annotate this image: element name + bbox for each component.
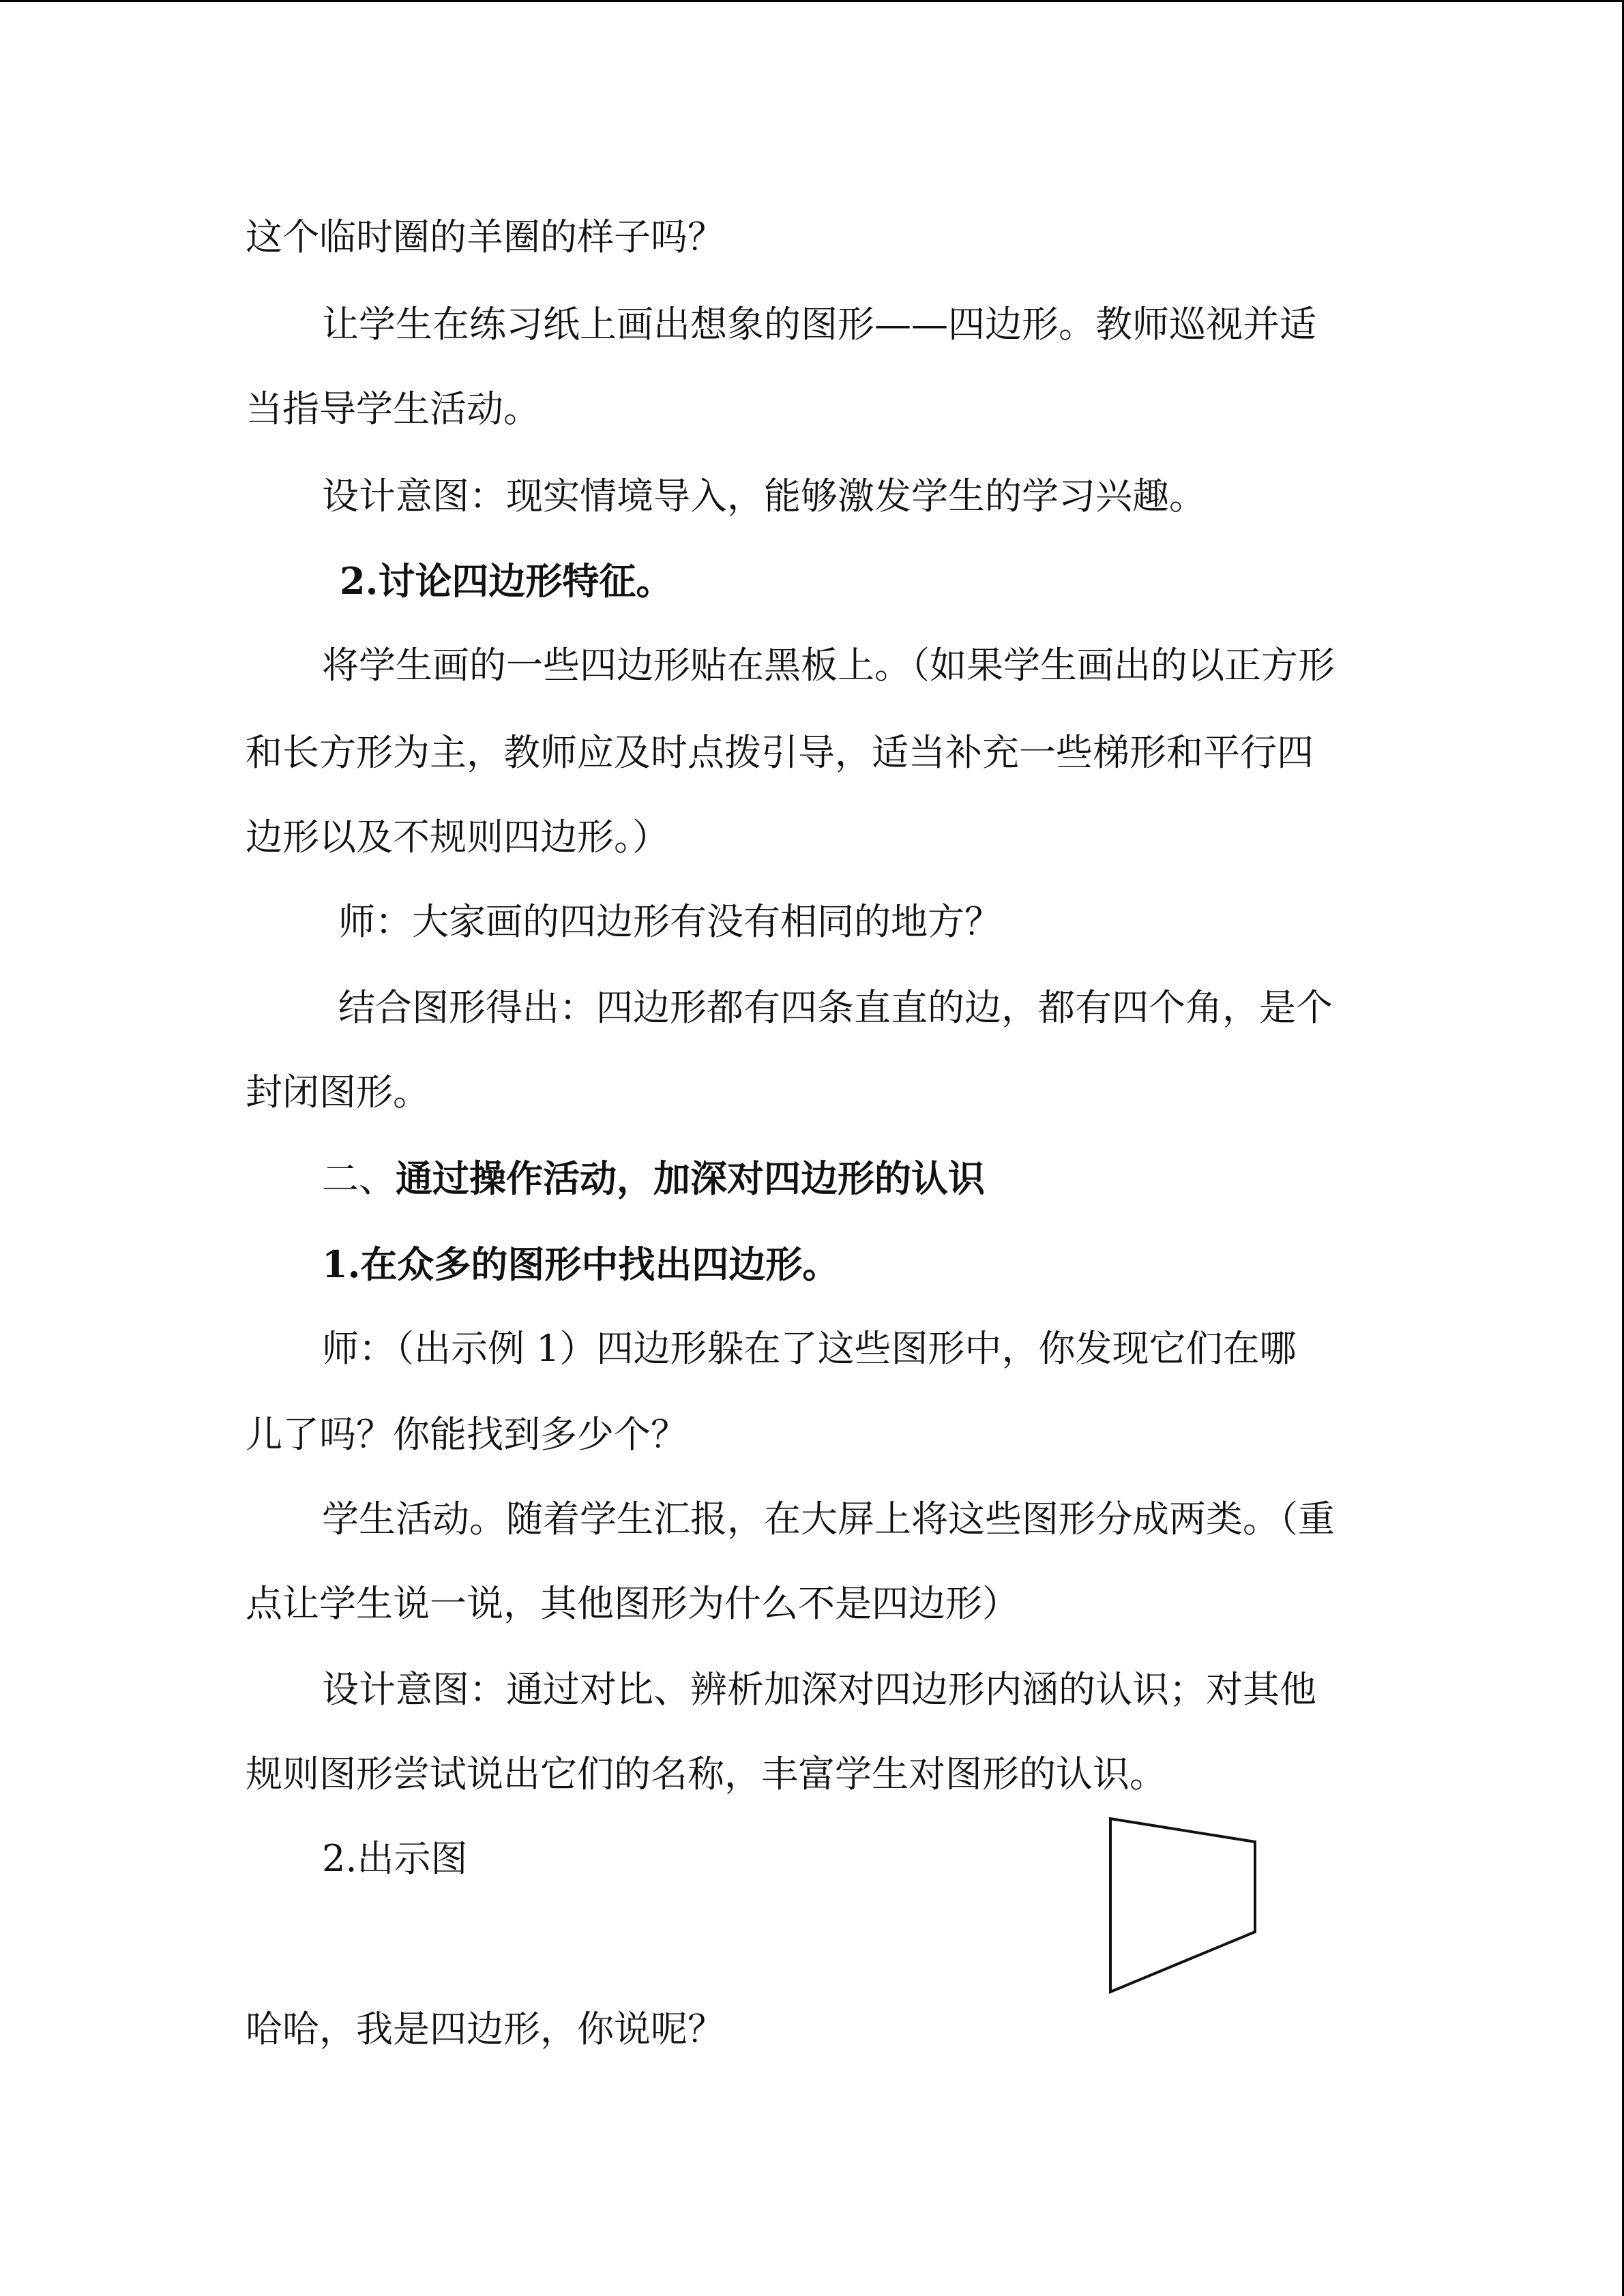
quadrilateral-figure	[1098, 1810, 1262, 2001]
paragraph-line-7: 和长方形为主，教师应及时点拨引导，适当补充一些梯形和平行四	[246, 731, 1314, 774]
section-heading-prefix: 二、	[322, 1157, 396, 1200]
section-heading-2	[322, 1157, 985, 1201]
paragraph-line-21: 哈哈，我是四边形，你说呢？	[246, 2008, 724, 2051]
paragraph-line-4: 设计意图：现实情境导入，能够激发学生的学习兴趣。	[322, 475, 1206, 518]
paragraph-line-6: 将学生画的一些四边形贴在黑板上。（如果学生画出的以正方形	[322, 644, 1335, 687]
paragraph-line-9: 师：大家画的四边形有没有相同的地方？	[338, 900, 1001, 943]
paragraph-line-3: 当指导学生活动。	[246, 387, 540, 430]
section-subheading-1: 1.在众多的图形中找出四边形。	[322, 1242, 840, 1286]
paragraph-line-16: 学生活动。随着学生汇报，在大屏上将这些图形分成两类。（重	[322, 1497, 1335, 1540]
paragraph-line-18: 设计意图：通过对比、辨析加深对四边形内涵的认识；对其他	[322, 1668, 1316, 1711]
paragraph-line-15: 儿了吗？你能找到多少个？	[246, 1413, 688, 1456]
paragraph-line-11: 封闭图形。	[246, 1071, 430, 1114]
section-heading-title: 通过操作活动，加深对四边形的认识	[396, 1157, 985, 1200]
paragraph-line-19: 规则图形尝试说出它们的名称，丰富学生对图形的认识。	[246, 1753, 1166, 1795]
section-subheading-2: 2.讨论四边形特征。	[340, 559, 673, 603]
paragraph-line-1: 这个临时圈的羊圈的样子吗？	[246, 215, 724, 258]
paragraph-line-17: 点让学生说一说，其他图形为什么不是四边形）	[246, 1582, 1019, 1625]
paragraph-line-20: 2.出示图	[322, 1837, 468, 1880]
paragraph-line-10: 结合图形得出：四边形都有四条直直的边，都有四个角，是个	[338, 986, 1333, 1029]
paragraph-line-8: 边形以及不规则四边形。）	[246, 816, 669, 859]
top-border	[0, 0, 1624, 2]
paragraph-line-14: 师：（出示例 1）四边形躲在了这些图形中，你发现它们在哪	[322, 1327, 1297, 1370]
paragraph-line-2: 让学生在练习纸上画出想象的图形——四边形。教师巡视并适	[322, 303, 1316, 346]
